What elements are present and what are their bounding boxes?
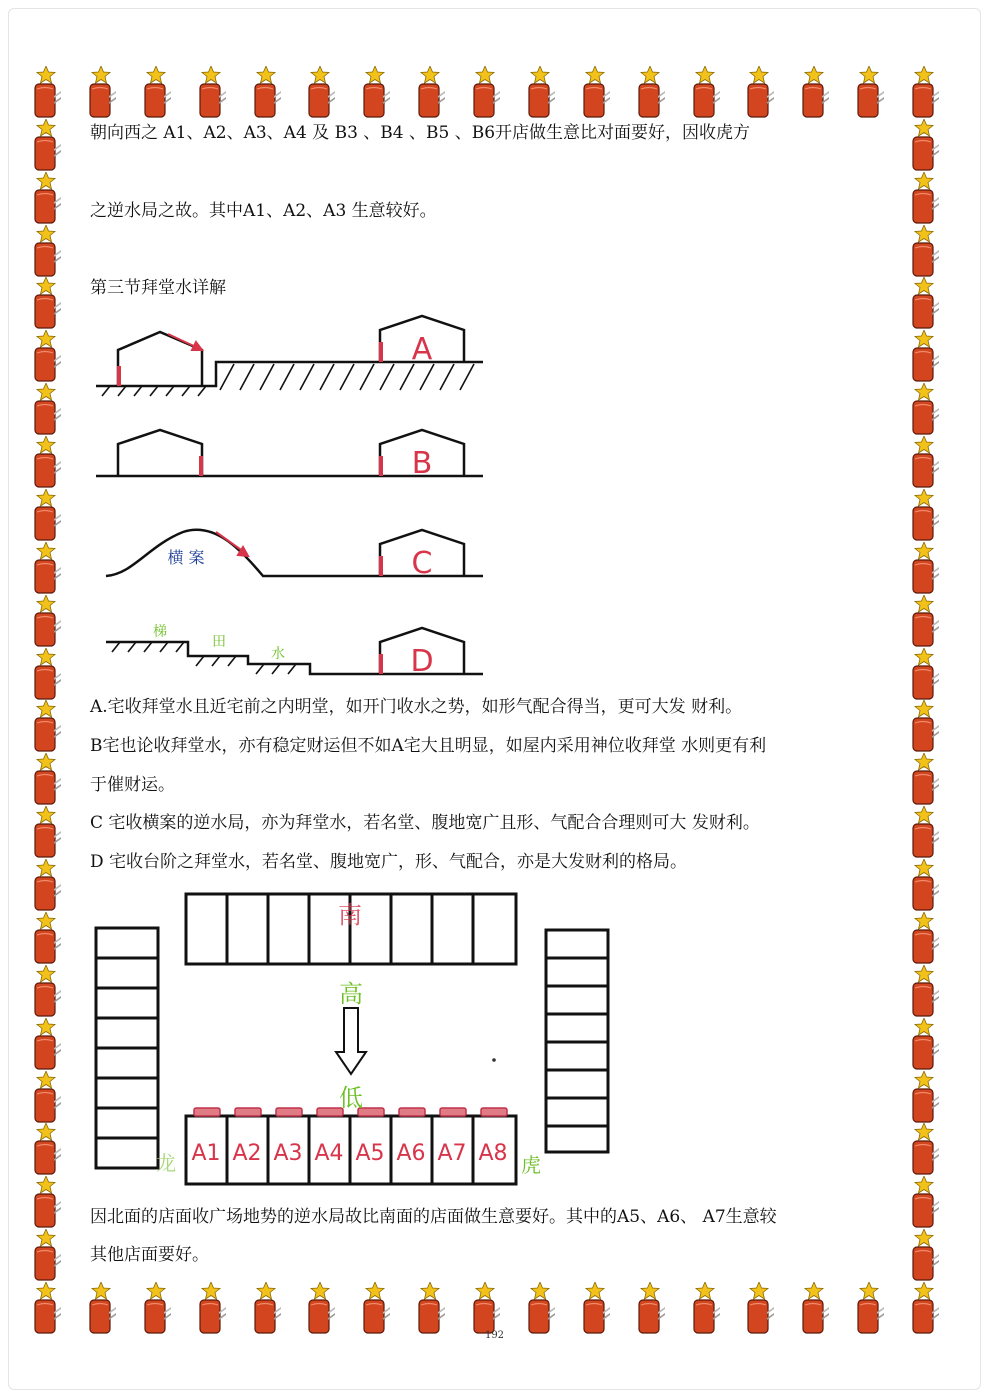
hill-label: 横 案 — [167, 548, 205, 567]
candle-star-icon — [910, 1176, 940, 1228]
door-mark — [379, 456, 383, 476]
candle-star-icon — [32, 172, 62, 224]
shop-label: A4 — [314, 1141, 344, 1166]
candle-star-icon — [910, 277, 940, 329]
candle-star-icon — [32, 1018, 62, 1070]
shop-label: A2 — [232, 1141, 262, 1166]
candle-star-icon — [910, 965, 940, 1017]
candle-star-icon — [32, 1123, 62, 1175]
candle-star-icon — [32, 383, 62, 435]
candle-star-icon — [32, 965, 62, 1017]
terrace-label: 梯 — [153, 624, 167, 640]
shop-label: A7 — [437, 1141, 467, 1166]
candle-star-icon — [32, 806, 62, 858]
candle-star-icon — [910, 1071, 940, 1123]
paragraph-line: 因北面的店面收广场地势的逆水局故比南面的店面做生意要好。其中的A5、A6、 A7生意较 — [90, 1207, 777, 1227]
candle-star-icon — [32, 489, 62, 541]
candle-star-icon — [87, 66, 117, 118]
house-outline — [118, 332, 202, 386]
paragraph-line: 于催财运。 — [90, 775, 175, 795]
high-label: 高 — [339, 980, 363, 1008]
candle-star-icon — [855, 1282, 885, 1334]
candle-star-icon — [32, 912, 62, 964]
shop-label: A6 — [396, 1141, 426, 1166]
paragraph-line: 之逆水局之故。其中A1、A2、A3 生意较好。 — [90, 201, 437, 221]
candle-star-icon — [32, 1229, 62, 1281]
candle-star-icon — [32, 700, 62, 752]
candle-star-icon — [526, 1282, 556, 1334]
house-label: D — [410, 644, 434, 679]
candle-star-icon — [32, 119, 62, 171]
candle-star-icon — [416, 66, 446, 118]
candle-star-icon — [471, 1282, 501, 1334]
candle-star-icon — [32, 277, 62, 329]
section-heading: 第三节拜堂水详解 — [90, 278, 226, 298]
candle-star-icon — [252, 1282, 282, 1334]
shop-label: A3 — [273, 1141, 303, 1166]
candle-star-icon — [361, 66, 391, 118]
door-mark — [199, 456, 203, 476]
candle-star-icon — [745, 1282, 775, 1334]
candle-star-icon — [910, 753, 940, 805]
paragraph-line: C 宅收横案的逆水局，亦为拜堂水，若名堂、腹地宽广且形、气配合合理则可大 发财利。 — [90, 813, 760, 833]
candle-star-icon — [361, 1282, 391, 1334]
candle-star-icon — [910, 912, 940, 964]
candle-star-icon — [142, 1282, 172, 1334]
candle-star-icon — [910, 700, 940, 752]
shop-label: A1 — [191, 1141, 221, 1166]
door-mark — [379, 342, 383, 362]
paragraph-line: 其他店面要好。 — [90, 1245, 209, 1265]
candle-star-icon — [581, 66, 611, 118]
candle-star-icon — [471, 66, 501, 118]
terrace-label: 水 — [271, 646, 285, 662]
south-label: 南 — [338, 901, 362, 929]
candle-star-icon — [691, 1282, 721, 1334]
candle-star-icon — [306, 1282, 336, 1334]
candle-star-icon — [32, 66, 62, 118]
candle-star-icon — [636, 66, 666, 118]
house-label: C — [411, 546, 433, 581]
candle-star-icon — [32, 436, 62, 488]
candle-star-icon — [910, 119, 940, 171]
candle-star-icon — [910, 1018, 940, 1070]
candle-star-icon — [416, 1282, 446, 1334]
candle-star-icon — [800, 1282, 830, 1334]
candle-star-icon — [197, 1282, 227, 1334]
door-mark — [379, 556, 383, 576]
candle-star-icon — [800, 66, 830, 118]
house-outline — [118, 430, 202, 476]
candle-star-icon — [910, 859, 940, 911]
candle-star-icon — [910, 489, 940, 541]
paragraph-line: B宅也论收拜堂水，亦有稳定财运但不如A宅大且明显，如屋内采用神位收拜堂 水则更有利 — [90, 736, 767, 756]
candle-star-icon — [32, 595, 62, 647]
candle-star-icon — [32, 1176, 62, 1228]
shop-label: A5 — [355, 1141, 385, 1166]
candle-star-icon — [910, 806, 940, 858]
candle-star-icon — [910, 648, 940, 700]
house-label: B — [411, 446, 433, 481]
candle-star-icon — [32, 330, 62, 382]
shop-label: A8 — [478, 1141, 508, 1166]
candle-star-icon — [636, 1282, 666, 1334]
candle-star-icon — [910, 383, 940, 435]
terrace-label: 田 — [212, 634, 226, 650]
candle-star-icon — [745, 66, 775, 118]
candle-star-icon — [910, 542, 940, 594]
bai-tang-water-diagram — [88, 310, 498, 690]
paragraph-line: D 宅收台阶之拜堂水，若名堂、腹地宽广，形、气配合，亦是大发财利的格局。 — [90, 852, 688, 872]
candle-star-icon — [252, 66, 282, 118]
water-flow-arrow — [216, 532, 244, 552]
candle-star-icon — [910, 225, 940, 277]
candle-star-icon — [910, 66, 940, 118]
door-mark — [117, 366, 121, 386]
candle-star-icon — [32, 542, 62, 594]
plaza-shops-diagram — [88, 888, 628, 1193]
dragon-label: 龙 — [156, 1151, 176, 1175]
candle-star-icon — [32, 648, 62, 700]
candle-star-icon — [691, 66, 721, 118]
paragraph-line: A.宅收拜堂水且近宅前之内明堂，如开门收水之势，如形气配合得当，更可大发 财利。 — [90, 697, 743, 717]
tiger-label: 虎 — [521, 1153, 541, 1177]
candle-star-icon — [910, 1229, 940, 1281]
low-label: 低 — [339, 1084, 363, 1112]
house-label: A — [411, 332, 433, 367]
candle-star-icon — [910, 1123, 940, 1175]
candle-star-icon — [910, 172, 940, 224]
candle-star-icon — [910, 436, 940, 488]
candle-star-icon — [581, 1282, 611, 1334]
paragraph-line: 朝向西之 A1、A2、A3、A4 及 B3 、B4 、B5 、B6开店做生意比对面要好，因收虎方 — [90, 123, 751, 143]
door-mark — [379, 654, 383, 674]
candle-star-icon — [910, 595, 940, 647]
candle-star-icon — [142, 66, 172, 118]
candle-star-icon — [855, 66, 885, 118]
candle-star-icon — [910, 330, 940, 382]
candle-star-icon — [910, 1282, 940, 1334]
candle-star-icon — [87, 1282, 117, 1334]
slope-arrow — [336, 1008, 366, 1074]
page-number: 192 — [484, 1330, 505, 1341]
candle-star-icon — [526, 66, 556, 118]
candle-star-icon — [32, 859, 62, 911]
candle-star-icon — [32, 753, 62, 805]
candle-star-icon — [32, 1282, 62, 1334]
candle-star-icon — [306, 66, 336, 118]
candle-star-icon — [197, 66, 227, 118]
candle-star-icon — [32, 225, 62, 277]
candle-star-icon — [32, 1071, 62, 1123]
